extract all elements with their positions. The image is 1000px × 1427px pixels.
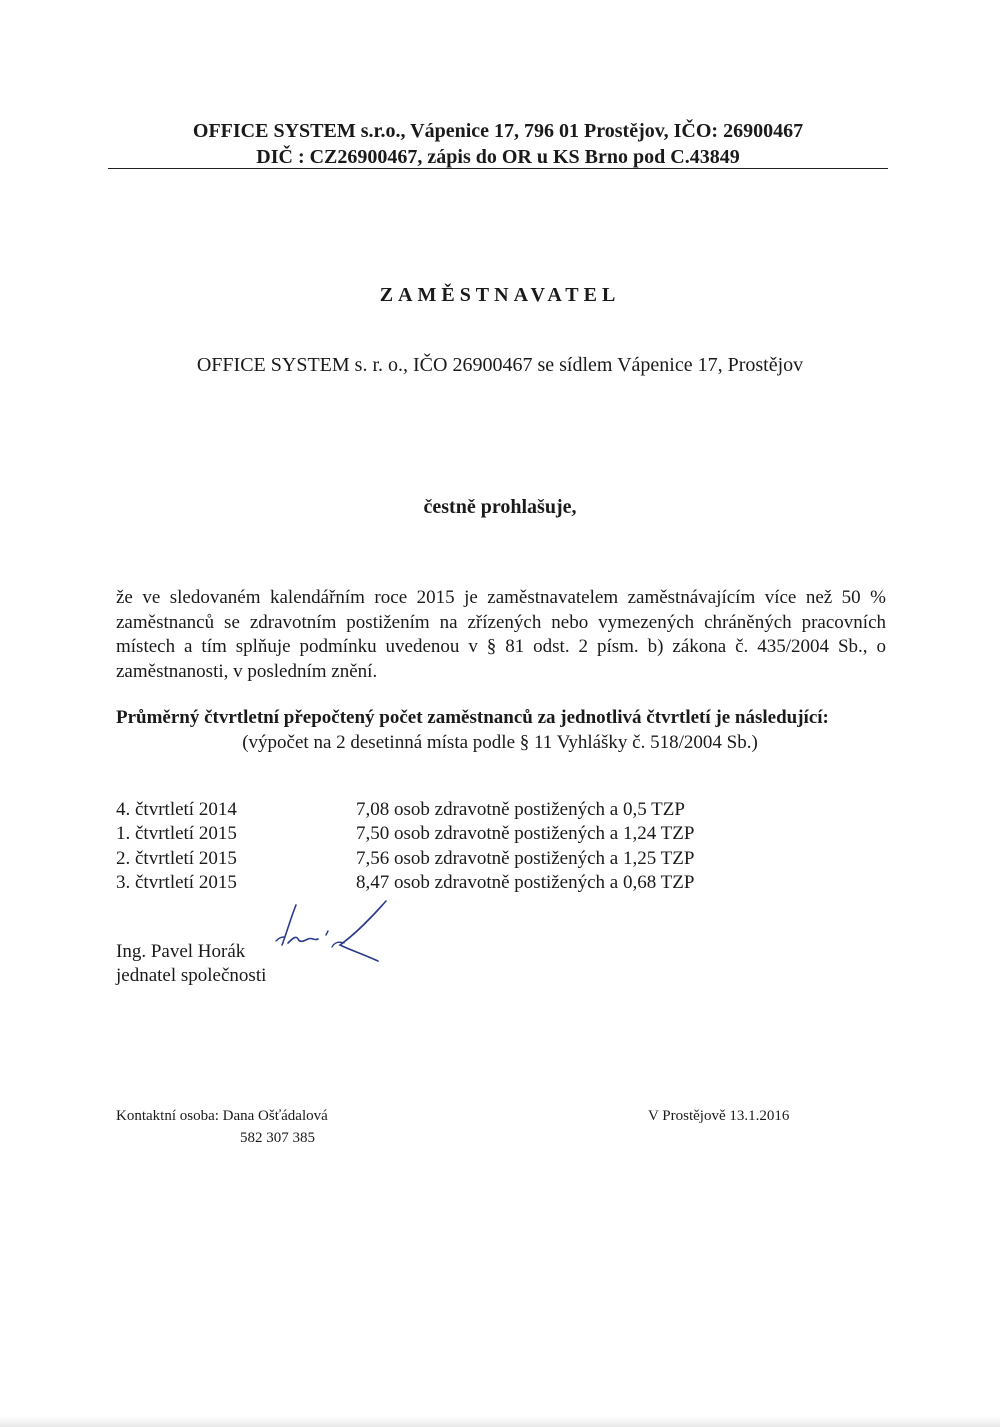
averages-heading: Průměrný čtvrtletní přepočtený počet zaměstnanců za jednotlivá čtvrtletí je následující: <box>116 707 829 728</box>
contact-phone: 582 307 385 <box>240 1130 315 1146</box>
quarter-row <box>116 798 756 822</box>
quarter-period: 1. čtvrtletí 2015 <box>116 823 237 845</box>
scan-edge <box>0 1416 1000 1427</box>
quarter-value: 7,50 osob zdravotně postižených a 1,24 TZP <box>356 823 695 845</box>
header-line-1: OFFICE SYSTEM s.r.o., Vápenice 17, 796 01 Prostějov, IČO: 26900467 <box>192 120 804 142</box>
header-divider <box>108 168 888 169</box>
quarter-list <box>116 798 756 895</box>
company-header <box>108 118 888 170</box>
declaration-body: že ve sledovaném kalendářním roce 2015 je zaměstnavatelem zaměstnávajícím více než 50 % zaměstnanců se zdravotním postižením na zřízených nebo vymezených chráněných pracovních místech a tím splňuje podmínku uvedenou v § 81 odst. 2 písm. b) zákona č. 435/2004 Sb., o zaměstnanosti, v posledním znění. <box>116 587 886 682</box>
quarter-value: 8,47 osob zdravotně postižených a 0,68 TZP <box>356 871 695 893</box>
contact-person: Kontaktní osoba: Dana Ošťádalová <box>116 1108 328 1124</box>
contact-block <box>116 1105 328 1149</box>
document-title: ZAMĚSTNAVATEL <box>379 284 621 306</box>
quarter-value: 7,56 osob zdravotně postižených a 1,25 TZP <box>356 847 695 869</box>
employer-line: OFFICE SYSTEM s. r. o., IČO 26900467 se sídlem Vápenice 17, Prostějov <box>196 354 804 376</box>
signer-role: jednatel společnosti <box>116 965 267 986</box>
place-date: V Prostějově 13.1.2016 <box>648 1108 790 1124</box>
signer-block <box>116 940 266 988</box>
quarter-period: 3. čtvrtletí 2015 <box>116 871 237 893</box>
quarter-period: 2. čtvrtletí 2015 <box>116 847 237 869</box>
signer-name: Ing. Pavel Horák <box>116 941 246 962</box>
quarter-row <box>116 822 756 846</box>
header-line-2: DIČ : CZ26900467, zápis do OR u KS Brno pod C.43849 <box>256 146 740 168</box>
quarter-row <box>116 871 756 895</box>
handwritten-signature <box>268 895 398 975</box>
quarter-row <box>116 847 756 871</box>
quarter-period: 4. čtvrtletí 2014 <box>116 799 237 820</box>
quarter-value: 7,08 osob zdravotně postižených a 0,5 TZP <box>356 799 685 820</box>
declaration-heading: čestně prohlašuje, <box>423 496 577 518</box>
averages-note: (výpočet na 2 desetinná místa podle § 11 Vyhlášky č. 518/2004 Sb.) <box>242 732 758 753</box>
